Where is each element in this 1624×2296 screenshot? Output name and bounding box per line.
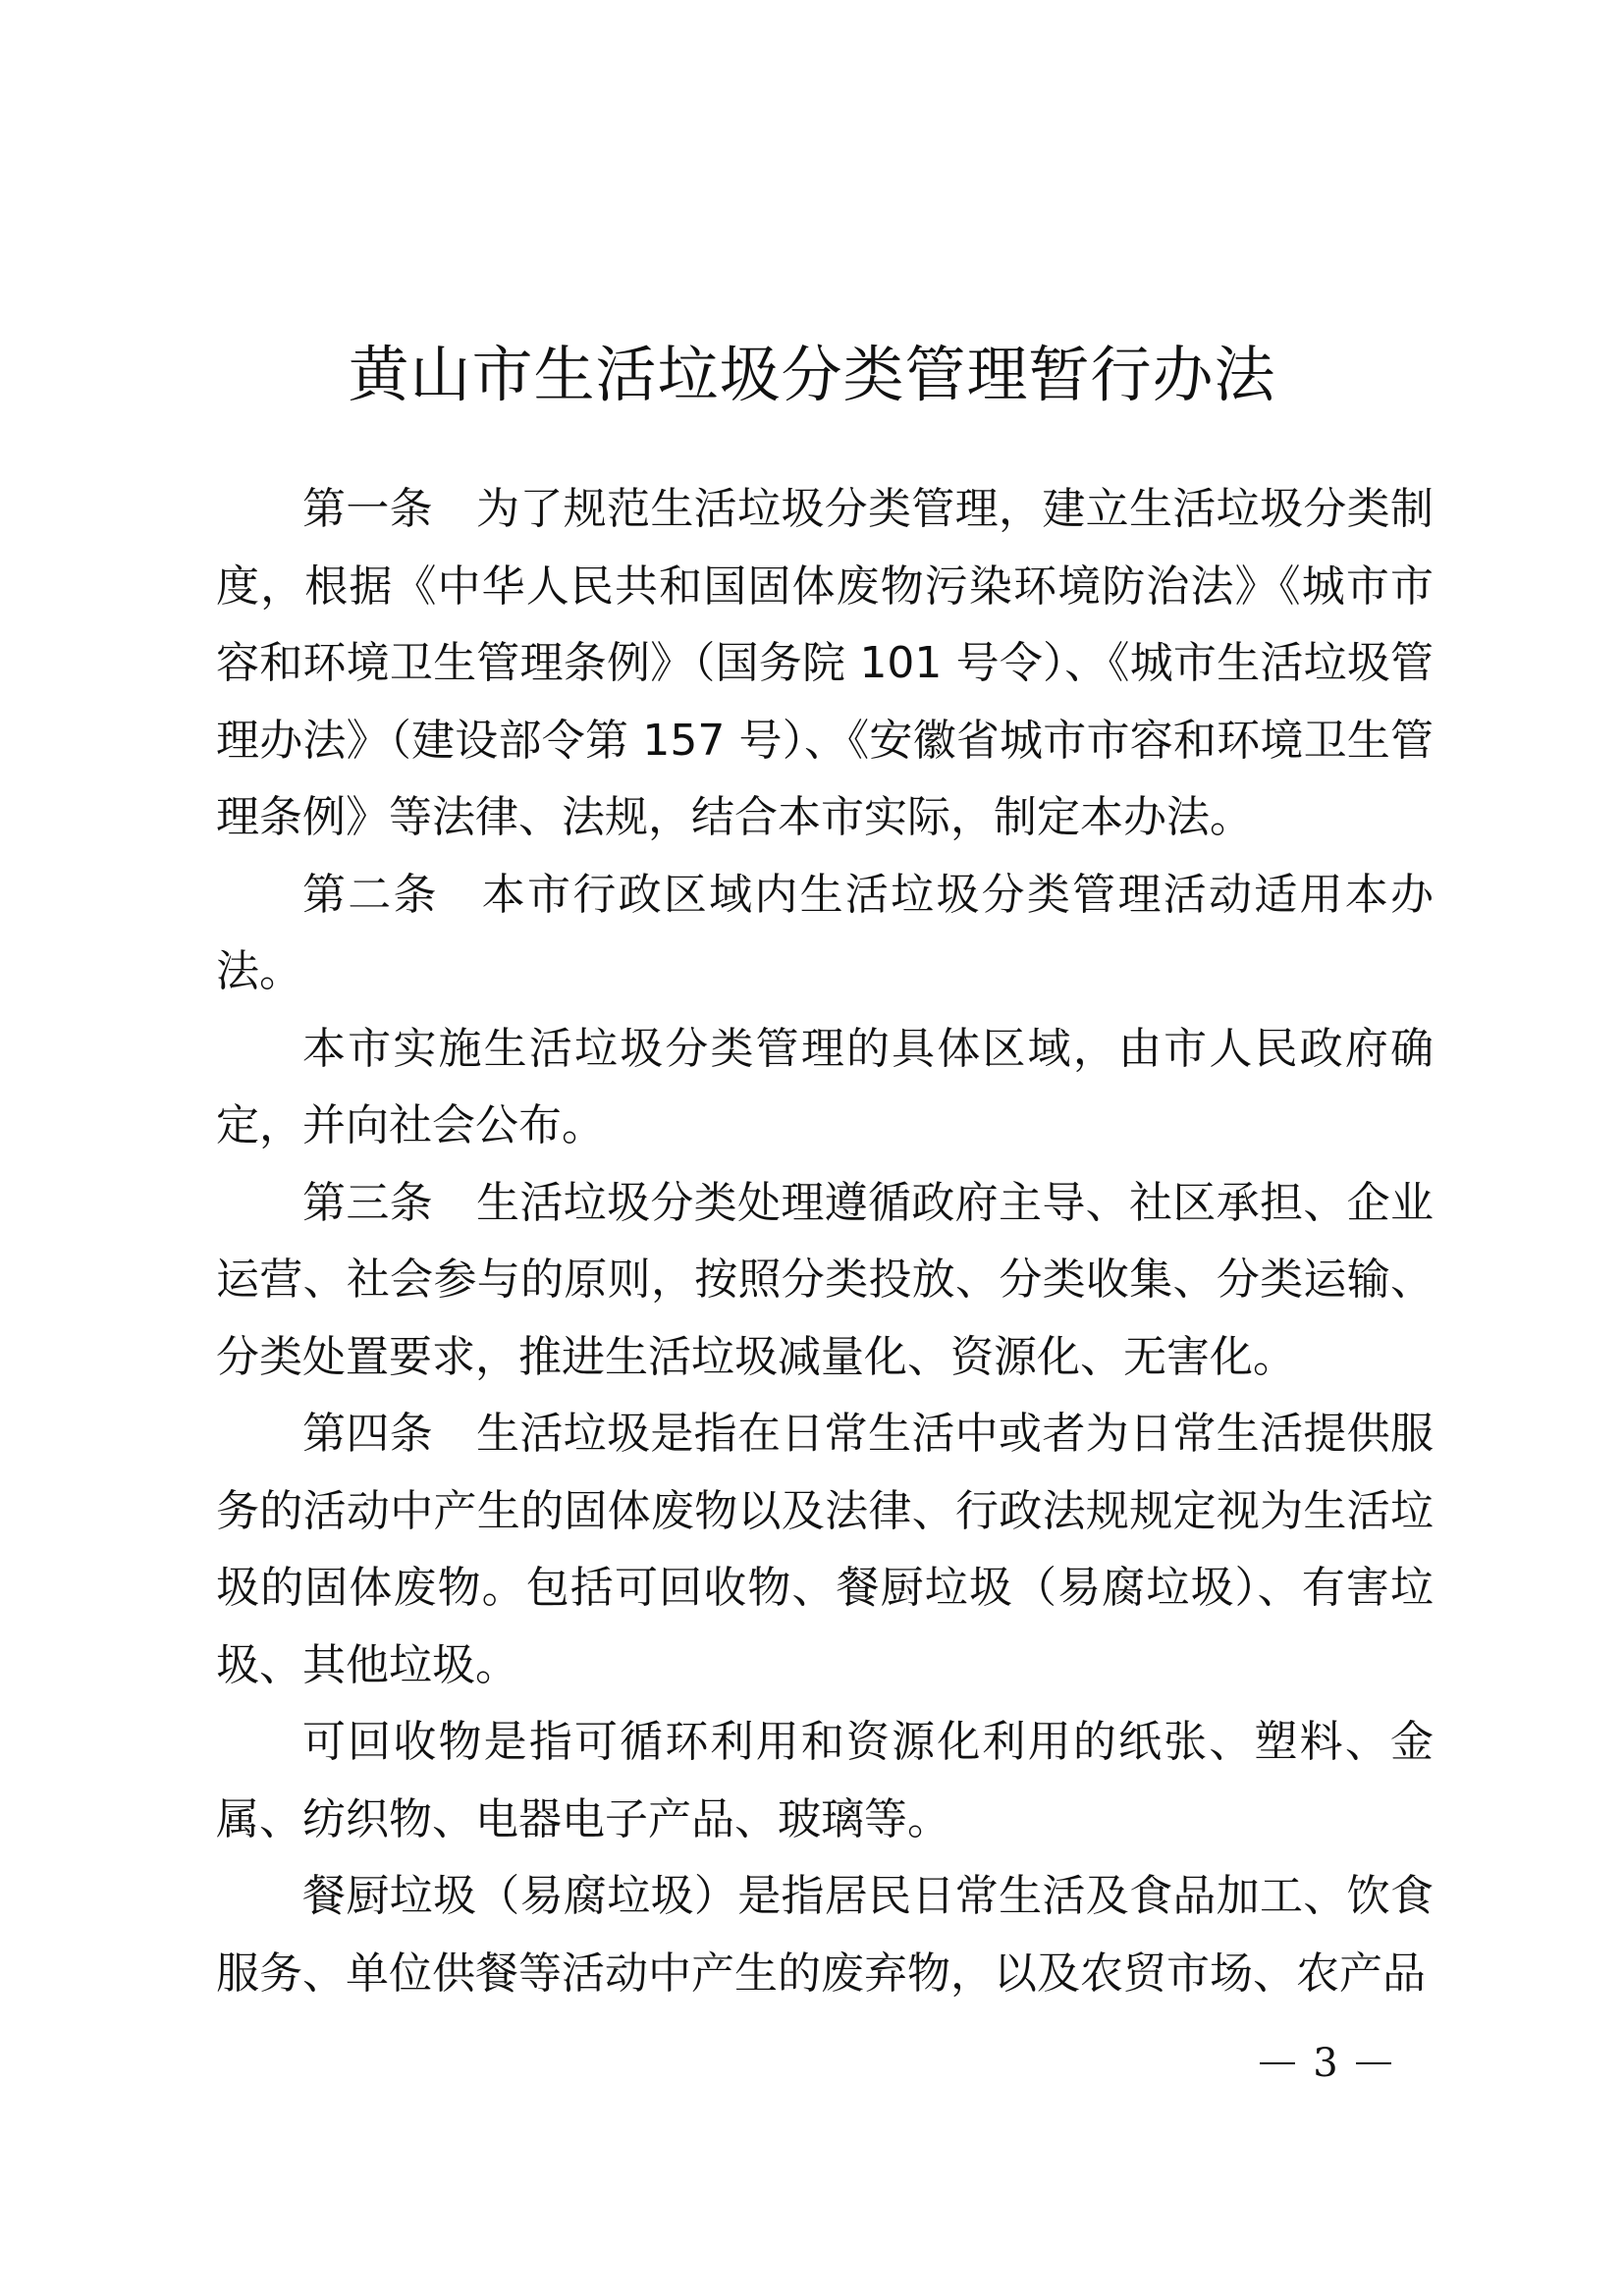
recyclables-paragraph [216,1704,1434,1858]
kitchen-waste-paragraph [216,1858,1434,2012]
article-2-sub-paragraph [216,1011,1434,1165]
article-1-paragraph [216,471,1434,857]
paragraph-text: 本市实施生活垃圾分类管理的具体区域，由市人民政府确定，并向社会公布。 [216,1023,1434,1150]
article-text: 为了规范生活垃圾分类管理，建立生活垃圾分类制度，根据《中华人民共和国固体废物污染环境防治法》《城市市容和环境卫生管理条例》（国务院 101 号令）、《城市生活垃圾管理办法》（建设部令第 157 号）、《安徽省城市市容和环境卫生管理条例》等法律、法规，结合本市实际，制定本办法。 [216,484,1434,842]
article-text: 生活垃圾分类处理遵循政府主导、社区承担、企业运营、社会参与的原则，按照分类投放、分类收集、分类运输、分类处置要求，推进生活垃圾减量化、资源化、无害化。 [216,1177,1434,1382]
article-2-paragraph [216,857,1434,1011]
article-number: 第二条 [302,869,439,920]
page-number [1247,2034,1404,2093]
paragraph-text: 可回收物是指可循环利用和资源化利用的纸张、塑料、金属、纺织物、电器电子产品、玻璃等。 [216,1717,1434,1844]
paragraph-text: 餐厨垃圾（易腐垃圾）是指居民日常生活及食品加工、饮食服务、单位供餐等活动中产生的废弃物，以及农贸市场、农产品 [216,1871,1434,1999]
article-4-paragraph [216,1396,1434,1704]
page-number-value: 3 [1313,2041,1338,2086]
page-number-dash-right [1356,2062,1391,2064]
article-number: 第一条 [302,484,433,534]
article-number: 第三条 [302,1177,433,1228]
article-number: 第四条 [302,1409,433,1459]
article-3-paragraph [216,1165,1434,1397]
article-text: 生活垃圾是指在日常生活中或者为日常生活提供服务的活动中产生的固体废物以及法律、行政法规规定视为生活垃圾的固体废物。包括可回收物、餐厨垃圾（易腐垃圾）、有害垃圾、其他垃圾。 [216,1409,1434,1690]
document-title: 黄山市生活垃圾分类管理暂行办法 [348,338,1276,410]
page-number-dash-left [1260,2062,1295,2064]
document-body [216,471,1434,2012]
article-text: 本市行政区域内生活垃圾分类管理活动适用本办法。 [216,869,1435,996]
